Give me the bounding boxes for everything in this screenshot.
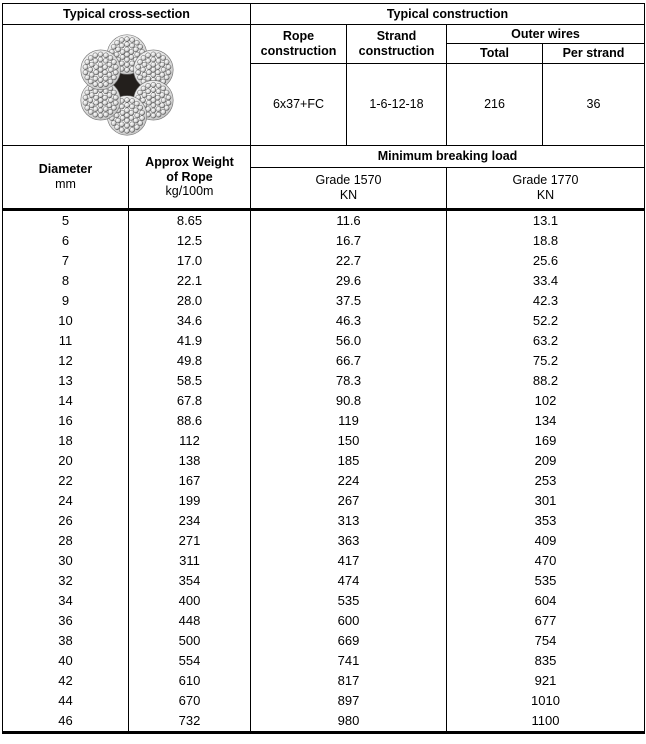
header-diameter — [3, 146, 129, 210]
table-row — [3, 271, 645, 291]
table-row — [3, 451, 645, 471]
cell-approx-weight: 12.5 — [129, 231, 251, 251]
cell-grade-1570: 535 — [251, 591, 447, 611]
diameter-label: Diameter — [38, 162, 93, 177]
cell-grade-1570: 669 — [251, 631, 447, 651]
strand-construction-line2: construction — [358, 43, 435, 58]
cell-approx-weight: 17.0 — [129, 251, 251, 271]
cell-grade-1570: 56.0 — [251, 331, 447, 351]
wire-rope-cross-section-icon — [3, 26, 250, 144]
cell-grade-1770: 301 — [447, 491, 645, 511]
outer-wires-text: Outer wires — [511, 26, 580, 41]
cell-diameter: 14 — [3, 391, 129, 411]
cell-grade-1770: 42.3 — [447, 291, 645, 311]
cell-grade-1570: 600 — [251, 611, 447, 631]
cell-approx-weight: 34.6 — [129, 311, 251, 331]
table-row — [3, 411, 645, 431]
outer-wires-total-value: 216 — [484, 96, 505, 111]
cell-diameter: 12 — [3, 351, 129, 371]
cell-grade-1770: 134 — [447, 411, 645, 431]
cell-diameter: 36 — [3, 611, 129, 631]
grade-1570-unit: KN — [339, 188, 358, 202]
cell-grade-1570: 741 — [251, 651, 447, 671]
table-row — [3, 431, 645, 451]
header-minimum-breaking-load — [251, 146, 645, 168]
rope-construction-line1: Rope — [282, 29, 315, 44]
value-outer-wires-total — [447, 63, 543, 145]
cell-diameter: 13 — [3, 371, 129, 391]
grade-1770-unit: KN — [536, 188, 555, 202]
table-row — [3, 611, 645, 631]
cell-grade-1570: 224 — [251, 471, 447, 491]
cell-approx-weight: 67.8 — [129, 391, 251, 411]
cell-diameter: 38 — [3, 631, 129, 651]
header-outer-wires-total — [447, 44, 543, 63]
cell-approx-weight: 138 — [129, 451, 251, 471]
value-strand-construction — [347, 63, 447, 145]
table-row — [3, 491, 645, 511]
cell-grade-1570: 16.7 — [251, 231, 447, 251]
cell-approx-weight: 199 — [129, 491, 251, 511]
wire-rope-spec-table — [2, 3, 645, 734]
table-row — [3, 511, 645, 531]
cell-grade-1570: 417 — [251, 551, 447, 571]
header-outer-wires — [447, 25, 645, 44]
cell-approx-weight: 58.5 — [129, 371, 251, 391]
cell-diameter: 24 — [3, 491, 129, 511]
cell-diameter: 46 — [3, 711, 129, 733]
cell-grade-1770: 835 — [447, 651, 645, 671]
cell-grade-1770: 169 — [447, 431, 645, 451]
grade-1570-label: Grade 1570 — [315, 173, 382, 188]
outer-wires-per-strand-value: 36 — [586, 96, 601, 111]
cell-diameter: 40 — [3, 651, 129, 671]
cell-grade-1770: 18.8 — [447, 231, 645, 251]
cell-approx-weight: 311 — [129, 551, 251, 571]
table-row — [3, 691, 645, 711]
table-row — [3, 591, 645, 611]
table-row — [3, 311, 645, 331]
cell-diameter: 11 — [3, 331, 129, 351]
value-outer-wires-per-strand — [543, 63, 645, 145]
cell-grade-1770: 75.2 — [447, 351, 645, 371]
cell-grade-1570: 11.6 — [251, 210, 447, 232]
header-rope-construction — [251, 25, 347, 64]
table-row — [3, 471, 645, 491]
cell-diameter: 26 — [3, 511, 129, 531]
cell-grade-1770: 33.4 — [447, 271, 645, 291]
grade-1770-label: Grade 1770 — [512, 173, 579, 188]
table-row — [3, 251, 645, 271]
cell-grade-1770: 88.2 — [447, 371, 645, 391]
cell-grade-1770: 253 — [447, 471, 645, 491]
outer-wires-total-text: Total — [480, 46, 509, 61]
table-row — [3, 391, 645, 411]
table-row — [3, 371, 645, 391]
breaking-load-text: Minimum breaking load — [377, 149, 518, 164]
cell-grade-1770: 604 — [447, 591, 645, 611]
cell-grade-1570: 29.6 — [251, 271, 447, 291]
cell-approx-weight: 49.8 — [129, 351, 251, 371]
table-row — [3, 351, 645, 371]
cell-grade-1570: 313 — [251, 511, 447, 531]
cell-grade-1570: 474 — [251, 571, 447, 591]
weight-label-line1: Approx Weight — [145, 154, 234, 169]
cell-grade-1570: 267 — [251, 491, 447, 511]
construction-title-text: Typical construction — [386, 6, 509, 21]
cell-approx-weight: 88.6 — [129, 411, 251, 431]
cell-grade-1770: 677 — [447, 611, 645, 631]
cell-approx-weight: 670 — [129, 691, 251, 711]
cell-approx-weight: 271 — [129, 531, 251, 551]
header-approx-weight — [129, 146, 251, 210]
table-row — [3, 671, 645, 691]
rope-construction-value: 6x37+FC — [272, 96, 325, 111]
weight-unit: kg/100m — [165, 184, 214, 199]
strand-construction-line1: Strand — [376, 29, 417, 44]
cell-approx-weight: 354 — [129, 571, 251, 591]
cell-grade-1770: 754 — [447, 631, 645, 651]
cell-grade-1570: 980 — [251, 711, 447, 733]
table-row — [3, 231, 645, 251]
table-row — [3, 571, 645, 591]
cell-grade-1570: 817 — [251, 671, 447, 691]
cell-approx-weight: 41.9 — [129, 331, 251, 351]
cell-approx-weight: 22.1 — [129, 271, 251, 291]
cell-grade-1770: 1010 — [447, 691, 645, 711]
cell-diameter: 8 — [3, 271, 129, 291]
cell-grade-1570: 150 — [251, 431, 447, 451]
construction-title — [251, 4, 645, 25]
cell-diameter: 20 — [3, 451, 129, 471]
strand-construction-value: 1-6-12-18 — [369, 96, 424, 111]
table-row — [3, 291, 645, 311]
cell-grade-1570: 897 — [251, 691, 447, 711]
cell-grade-1770: 409 — [447, 531, 645, 551]
cell-diameter: 28 — [3, 531, 129, 551]
cell-diameter: 7 — [3, 251, 129, 271]
weight-label-line2: of Rope — [166, 169, 213, 184]
cell-grade-1770: 1100 — [447, 711, 645, 733]
cell-grade-1770: 535 — [447, 571, 645, 591]
cell-grade-1570: 185 — [251, 451, 447, 471]
cell-approx-weight: 167 — [129, 471, 251, 491]
cell-approx-weight: 500 — [129, 631, 251, 651]
cell-diameter: 44 — [3, 691, 129, 711]
cell-diameter: 9 — [3, 291, 129, 311]
header-grade-1570 — [251, 168, 447, 210]
cell-approx-weight: 400 — [129, 591, 251, 611]
cell-grade-1770: 13.1 — [447, 210, 645, 232]
cell-grade-1570: 66.7 — [251, 351, 447, 371]
cell-diameter: 5 — [3, 210, 129, 232]
cell-grade-1570: 119 — [251, 411, 447, 431]
cell-grade-1570: 22.7 — [251, 251, 447, 271]
cell-diameter: 6 — [3, 231, 129, 251]
cell-grade-1570: 90.8 — [251, 391, 447, 411]
table-row — [3, 631, 645, 651]
cell-grade-1770: 921 — [447, 671, 645, 691]
header-grade-1770 — [447, 168, 645, 210]
cell-grade-1570: 37.5 — [251, 291, 447, 311]
table-row — [3, 210, 645, 232]
cell-grade-1770: 353 — [447, 511, 645, 531]
cell-diameter: 42 — [3, 671, 129, 691]
cell-diameter: 22 — [3, 471, 129, 491]
cell-approx-weight: 448 — [129, 611, 251, 631]
cell-approx-weight: 8.65 — [129, 210, 251, 232]
value-rope-construction — [251, 63, 347, 145]
table-row — [3, 331, 645, 351]
cell-diameter: 16 — [3, 411, 129, 431]
cell-grade-1570: 46.3 — [251, 311, 447, 331]
cell-grade-1770: 63.2 — [447, 331, 645, 351]
diameter-unit: mm — [55, 177, 76, 191]
cell-grade-1770: 25.6 — [447, 251, 645, 271]
cell-diameter: 34 — [3, 591, 129, 611]
header-strand-construction — [347, 25, 447, 64]
cell-approx-weight: 554 — [129, 651, 251, 671]
cell-approx-weight: 112 — [129, 431, 251, 451]
cross-section-image-cell — [3, 25, 251, 146]
cell-grade-1570: 78.3 — [251, 371, 447, 391]
cross-section-title — [3, 4, 251, 25]
cell-grade-1770: 470 — [447, 551, 645, 571]
cell-approx-weight: 234 — [129, 511, 251, 531]
rope-construction-line2: construction — [260, 43, 337, 58]
cell-grade-1770: 52.2 — [447, 311, 645, 331]
cell-diameter: 18 — [3, 431, 129, 451]
cell-approx-weight: 732 — [129, 711, 251, 733]
table-row — [3, 551, 645, 571]
cell-diameter: 30 — [3, 551, 129, 571]
header-outer-wires-per-strand — [543, 44, 645, 63]
cell-diameter: 10 — [3, 311, 129, 331]
table-row — [3, 711, 645, 733]
cell-approx-weight: 610 — [129, 671, 251, 691]
cell-grade-1770: 209 — [447, 451, 645, 471]
cell-grade-1570: 363 — [251, 531, 447, 551]
table-row — [3, 651, 645, 671]
table-row — [3, 531, 645, 551]
cross-section-title-text: Typical cross-section — [63, 6, 190, 21]
cell-approx-weight: 28.0 — [129, 291, 251, 311]
cell-grade-1770: 102 — [447, 391, 645, 411]
cell-diameter: 32 — [3, 571, 129, 591]
outer-wires-per-strand-text: Per strand — [562, 46, 625, 61]
